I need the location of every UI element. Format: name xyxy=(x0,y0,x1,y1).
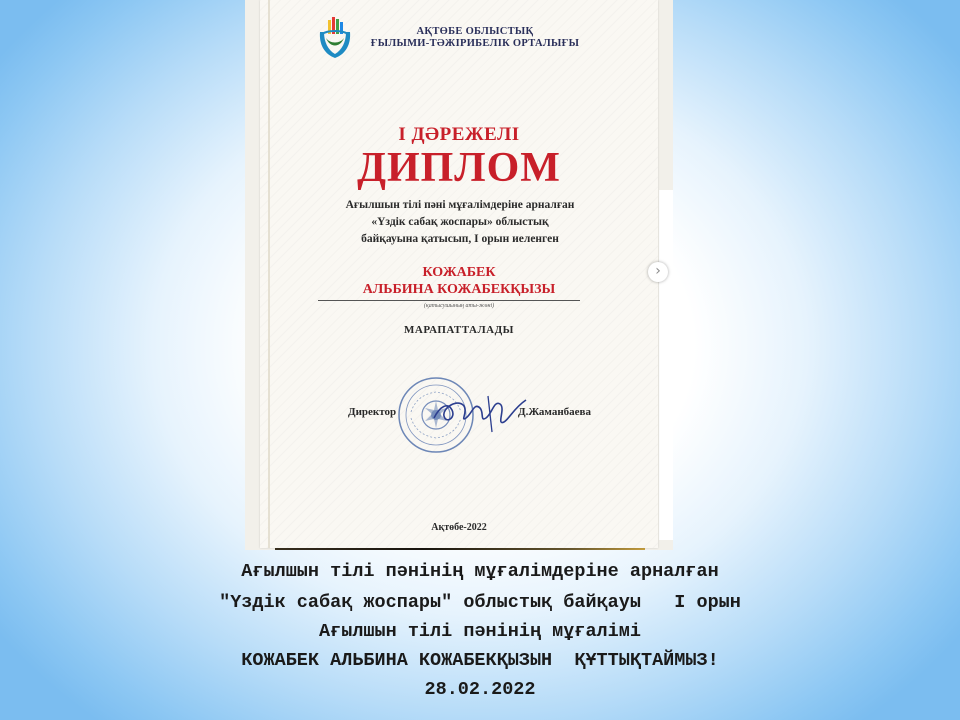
institute-logo-icon xyxy=(316,14,354,60)
awarded-label: МАРАПАТТАЛАДЫ xyxy=(404,324,514,336)
recipient-surname: КОЖАБЕК xyxy=(422,265,496,280)
desc-line-1: Ағылшын тілі пәні мұғалімдеріне арналған xyxy=(345,199,575,211)
diploma-description xyxy=(310,197,610,248)
chevron-right-icon[interactable]: › xyxy=(648,262,668,282)
congrats-line-2: "Үздік сабақ жоспары" облыстық байқауы I орын xyxy=(219,592,741,613)
director-name: Д.Жаманбаева xyxy=(518,406,591,418)
congrats-line-4: КОЖАБЕК АЛЬБИНА КОЖАБЕКҚЫЗЫН ҚҰТТЫҚТАЙМЫЗ! xyxy=(241,650,719,671)
diploma-sheet xyxy=(260,0,658,548)
diploma-photo xyxy=(245,0,673,550)
diploma-title: ДИПЛОМ xyxy=(357,145,561,191)
name-caption: (қатысушының аты-жөні) xyxy=(423,303,495,309)
organization-name xyxy=(360,26,590,50)
desc-line-3: байқауына қатысып, I орын иеленген xyxy=(361,233,559,245)
signature-icon xyxy=(430,388,530,434)
org-line-1: АҚТӨБЕ ОБЛЫСТЫҚ xyxy=(416,26,534,37)
org-line-2: ҒЫЛЫМИ-ТӘЖІРИБЕЛІК ОРТАЛЫҒЫ xyxy=(370,38,580,49)
congrats-date: 28.02.2022 xyxy=(424,679,536,700)
recipient-given-name: АЛЬБИНА КОЖАБЕКҚЫЗЫ xyxy=(362,282,556,297)
congrats-line-3: Ағылшын тілі пәнінің мұғалімі xyxy=(319,621,641,642)
diploma-degree: I ДӘРЕЖЕЛІ xyxy=(398,124,520,145)
director-label: Директор xyxy=(348,406,397,418)
photo-edge xyxy=(659,190,673,540)
recipient-name xyxy=(260,264,658,298)
name-underline xyxy=(318,300,580,301)
congrats-line-1: Ағылшын тілі пәнінің мұғалімдеріне арналған xyxy=(241,561,719,582)
city-year: Ақтөбе-2022 xyxy=(431,522,487,533)
desc-line-2: «Үздік сабақ жоспары» облыстық xyxy=(371,216,549,228)
congratulations-text xyxy=(0,556,960,704)
